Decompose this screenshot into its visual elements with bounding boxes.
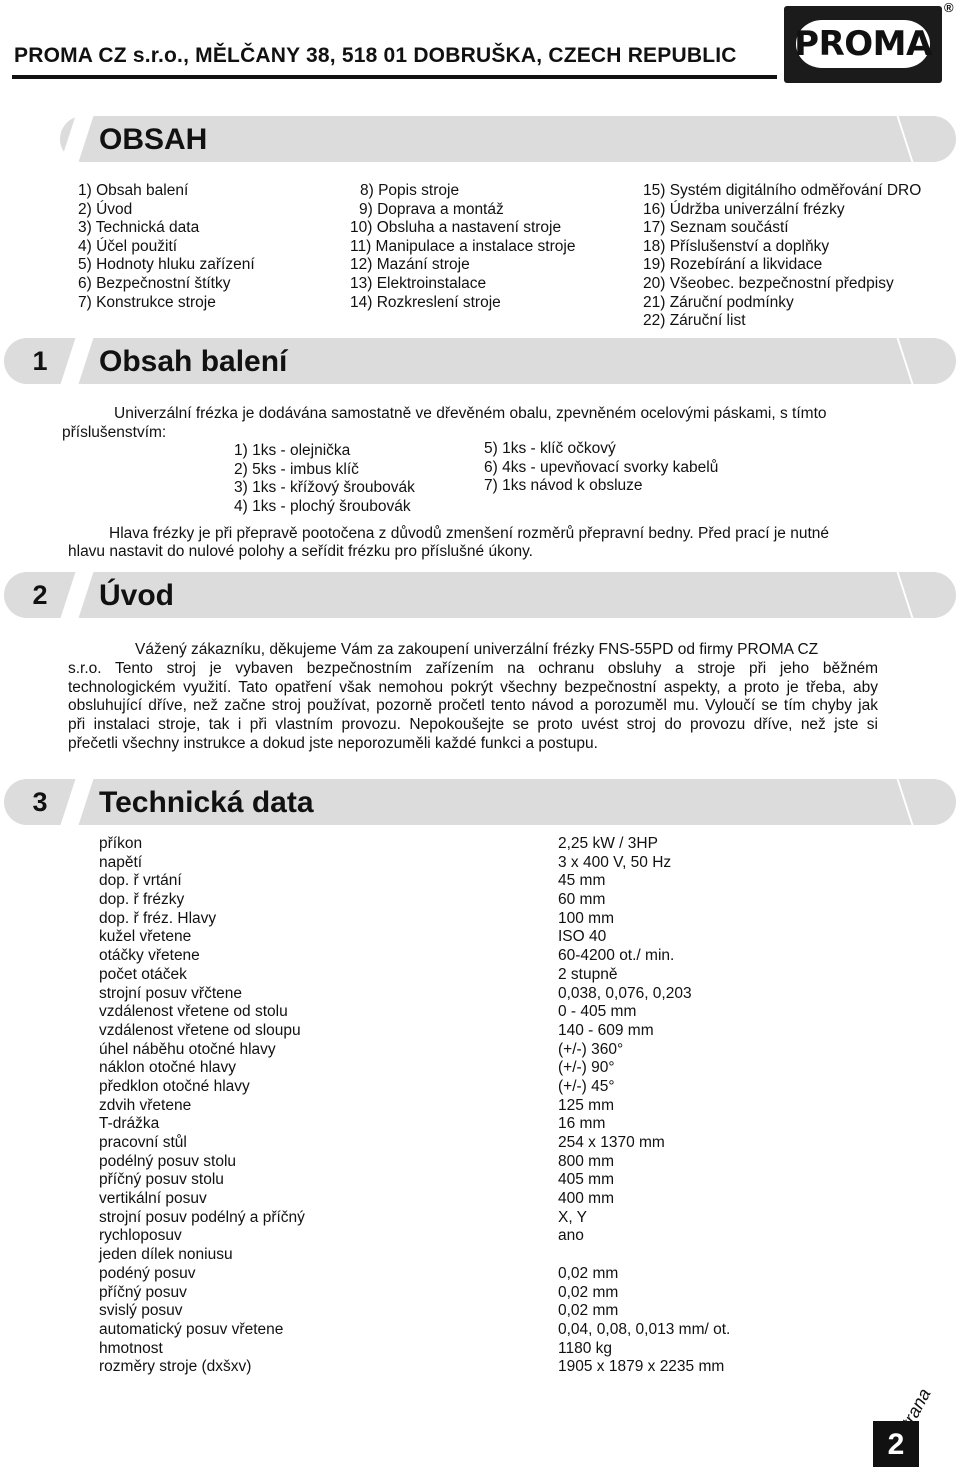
toc-item[interactable]: 18) Příslušenství a doplňky <box>643 237 830 255</box>
toc-item[interactable]: 17) Seznam součástí <box>643 219 789 237</box>
toc-item[interactable]: 4) Účel použití <box>78 237 178 255</box>
toc-item[interactable]: 14) Rozkreslení stroje <box>350 293 501 311</box>
page-number: 2 <box>887 1428 905 1461</box>
toc-item[interactable]: 1) Obsah balení <box>78 182 189 199</box>
section-3-heading-bar <box>0 779 956 825</box>
spec-label: zdvih vřetene <box>99 1096 192 1114</box>
registered-mark: ® <box>944 0 954 15</box>
toc-item[interactable]: 6) Bezpečnostní štítky <box>78 274 231 292</box>
intro-paragraph-line: Vážený zákazníku, děkujeme Vám za zakoupení univerzální frézky FNS-55PD od firmy PROMA CZ <box>135 641 819 658</box>
section-2-heading-bar <box>0 572 956 618</box>
spec-value: 140 - 609 mm <box>558 1021 654 1039</box>
intro-paragraph-line: obsluhující dříve, než začne stroj používat, pozorně pročetl tento návod a porozuměl mu. Vyloučí se tím chyby jak <box>68 697 878 714</box>
spec-value: 400 mm <box>558 1190 614 1208</box>
section-1-heading-bar <box>0 338 956 384</box>
spec-label: podélný posuv stolu <box>99 1152 237 1170</box>
spec-value: 125 mm <box>558 1096 614 1114</box>
toc-heading-bar <box>0 116 956 162</box>
toc-item[interactable]: 10) Obsluha a nastavení stroje <box>350 219 562 237</box>
toc-item[interactable]: 7) Konstrukce stroje <box>78 293 216 311</box>
logo-text: PROMA <box>796 20 930 68</box>
toc-item[interactable]: 16) Údržba univerzální frézky <box>643 200 845 218</box>
header-rule <box>12 75 777 79</box>
spec-values <box>558 835 730 1377</box>
toc-item[interactable]: 3) Technická data <box>78 219 200 237</box>
accessories-list-left <box>234 442 415 516</box>
section-number: 3 <box>32 787 48 817</box>
spec-value: 1180 kg <box>558 1339 613 1357</box>
spec-label: příčný posuv <box>99 1283 187 1301</box>
packing-intro-line-2: příslušenstvím: <box>62 424 167 441</box>
toc-item[interactable]: 20) Všeobec. bezpečnostní předpisy <box>643 274 894 292</box>
spec-label: náklon otočné hlavy <box>99 1059 237 1077</box>
company-address: PROMA CZ s.r.o., MĚLČANY 38, 518 01 DOBRUŠKA, CZECH REPUBLIC <box>14 44 737 67</box>
spec-label: rozměry stroje (dxšxv) <box>99 1358 252 1376</box>
spec-label: svislý posuv <box>99 1302 183 1320</box>
toc-item[interactable]: 21) Záruční podmínky <box>643 293 794 311</box>
spec-value: (+/-) 90° <box>558 1059 615 1077</box>
spec-label: příkon <box>99 835 143 852</box>
toc-item[interactable]: 13) Elektroinstalace <box>350 274 487 292</box>
toc-item[interactable]: 9) Doprava a montáž <box>359 200 504 218</box>
section-number: 2 <box>32 580 48 610</box>
spec-value: (+/-) 45° <box>558 1077 615 1095</box>
accessories-list-right <box>484 440 718 496</box>
section-number: 1 <box>32 346 48 376</box>
packing-intro-line-1: Univerzální frézka je dodávána samostatně ve dřevěném obalu, zpevněném ocelovými páskami, s tímto <box>114 405 827 422</box>
spec-label: hmotnost <box>99 1339 163 1357</box>
accessory-item: 3) 1ks - křížový šroubovák <box>234 479 415 497</box>
spec-label: rychloposuv <box>99 1227 182 1245</box>
spec-value: 800 mm <box>558 1152 614 1170</box>
spec-value: 0,04, 0,08, 0,013 mm/ ot. <box>558 1320 731 1338</box>
spec-value: 0,038, 0,076, 0,203 <box>558 984 692 1002</box>
spec-value: 60-4200 ot./ min. <box>558 947 675 965</box>
spec-value <box>558 1246 730 1265</box>
spec-value: ano <box>558 1227 584 1245</box>
accessory-item: 4) 1ks - plochý šroubovák <box>234 497 411 515</box>
heading-bar-bg <box>60 572 956 618</box>
section-title: Technická data <box>99 786 314 819</box>
spec-value: X, Y <box>558 1208 588 1226</box>
spec-value: 45 mm <box>558 872 606 890</box>
toc-column-3 <box>643 182 921 331</box>
proma-logo <box>784 6 942 83</box>
spec-label: strojní posuv vřčtene <box>99 984 243 1002</box>
spec-value: 1905 x 1879 x 2235 mm <box>558 1358 725 1376</box>
spec-label: strojní posuv podélný a příčný <box>99 1208 305 1226</box>
spec-label: podéný posuv <box>99 1264 196 1282</box>
spec-value: 2,25 kW / 3HP <box>558 835 658 852</box>
spec-value: 60 mm <box>558 891 606 909</box>
toc-item[interactable]: 12) Mazání stroje <box>350 256 470 274</box>
spec-label: vzdálenost vřetene od stolu <box>99 1003 288 1021</box>
spec-label: úhel náběhu otočné hlavy <box>99 1040 276 1058</box>
toc-title: OBSAH <box>99 123 208 156</box>
spec-value: 0,02 mm <box>558 1264 619 1282</box>
spec-label: T-drážka <box>99 1115 160 1133</box>
accessory-item: 5) 1ks - klíč očkový <box>484 440 616 457</box>
spec-label: vertikální posuv <box>99 1190 207 1208</box>
spec-label: jeden dílek noniusu <box>99 1246 233 1264</box>
spec-label: dop. ř vrtání <box>99 872 182 890</box>
spec-label: pracovní stůl <box>99 1134 187 1151</box>
spec-value: 2 stupně <box>558 965 618 983</box>
toc-item[interactable]: 22) Záruční list <box>643 312 746 330</box>
spec-label: otáčky vřetene <box>99 947 200 965</box>
page-word: strana <box>893 1384 935 1439</box>
toc-item[interactable]: 15) Systém digitálního odměřování DRO <box>643 182 922 199</box>
toc-item[interactable]: 11) Manipulace a instalace stroje <box>350 237 576 255</box>
section-title: Obsah balení <box>99 345 288 378</box>
accessory-item: 2) 5ks - imbus klíč <box>234 460 359 478</box>
spec-labels <box>99 835 305 1377</box>
accessory-item: 1) 1ks - olejnička <box>234 442 351 459</box>
intro-paragraph-line: při instalaci stroje, tak i při vlastním provozu. Nepokoušejte se proto uvést stroj do provozu dříve, než jste si <box>68 716 878 733</box>
toc-item[interactable]: 19) Rozebírání a likvidace <box>643 256 823 274</box>
spec-label: automatický posuv vřetene <box>99 1320 284 1338</box>
spec-label: předklon otočné hlavy <box>99 1077 250 1095</box>
transport-note-line-2: hlavu nastavit do nulové polohy a seřídit frézku pro příslušné úkony. <box>68 543 533 560</box>
toc-item[interactable]: 8) Popis stroje <box>360 182 460 199</box>
spec-label: dop. ř frézky <box>99 891 185 909</box>
accessory-item: 6) 4ks - upevňovací svorky kabelů <box>484 458 719 476</box>
spec-value: 3 x 400 V, 50 Hz <box>558 853 672 871</box>
spec-value: (+/-) 360° <box>558 1040 624 1058</box>
spec-value: 0 - 405 mm <box>558 1003 637 1021</box>
spec-label: kužel vřetene <box>99 928 192 946</box>
spec-value: 16 mm <box>558 1115 606 1133</box>
spec-value: 100 mm <box>558 909 614 927</box>
spec-label: počet otáček <box>99 965 187 983</box>
section-title: Úvod <box>99 579 174 612</box>
spec-label: vzdálenost vřetene od sloupu <box>99 1021 301 1039</box>
spec-value: ISO 40 <box>558 928 607 946</box>
intro-paragraph-line: s.r.o. Tento stroj je vybaven bezpečnostním zařízením na ochranu obsluhy a stroje při jeho běžném <box>68 660 878 677</box>
toc-item[interactable]: 5) Hodnoty hluku zařízení <box>78 256 255 274</box>
spec-label: napětí <box>99 853 143 871</box>
toc-column-1 <box>78 182 255 312</box>
spec-label: dop. ř fréz. Hlavy <box>99 909 217 927</box>
spec-value: 254 x 1370 mm <box>558 1134 665 1151</box>
spec-label: příčný posuv stolu <box>99 1171 224 1189</box>
accessory-item: 7) 1ks návod k obsluze <box>484 477 643 495</box>
intro-paragraph-line: technologickém využití. Tato opatření však nemohou pokrýt všechny bezpečnostní aspekty, a proto je třeba, aby <box>68 679 878 696</box>
spec-value: 0,02 mm <box>558 1283 619 1301</box>
spec-value: 0,02 mm <box>558 1302 619 1320</box>
transport-note-line-1: Hlava frézky je při přepravě pootočena z důvodů zmenšení rozměrů přepravní bedny. Před prací je nutné <box>109 525 829 542</box>
spec-value: 405 mm <box>558 1171 614 1189</box>
toc-item[interactable]: 2) Úvod <box>78 200 133 218</box>
intro-paragraph-line: přečetli všechny instrukce a dokud jste neporozuměli každé funkci a postupu. <box>68 735 598 752</box>
toc-column-2 <box>350 182 593 312</box>
